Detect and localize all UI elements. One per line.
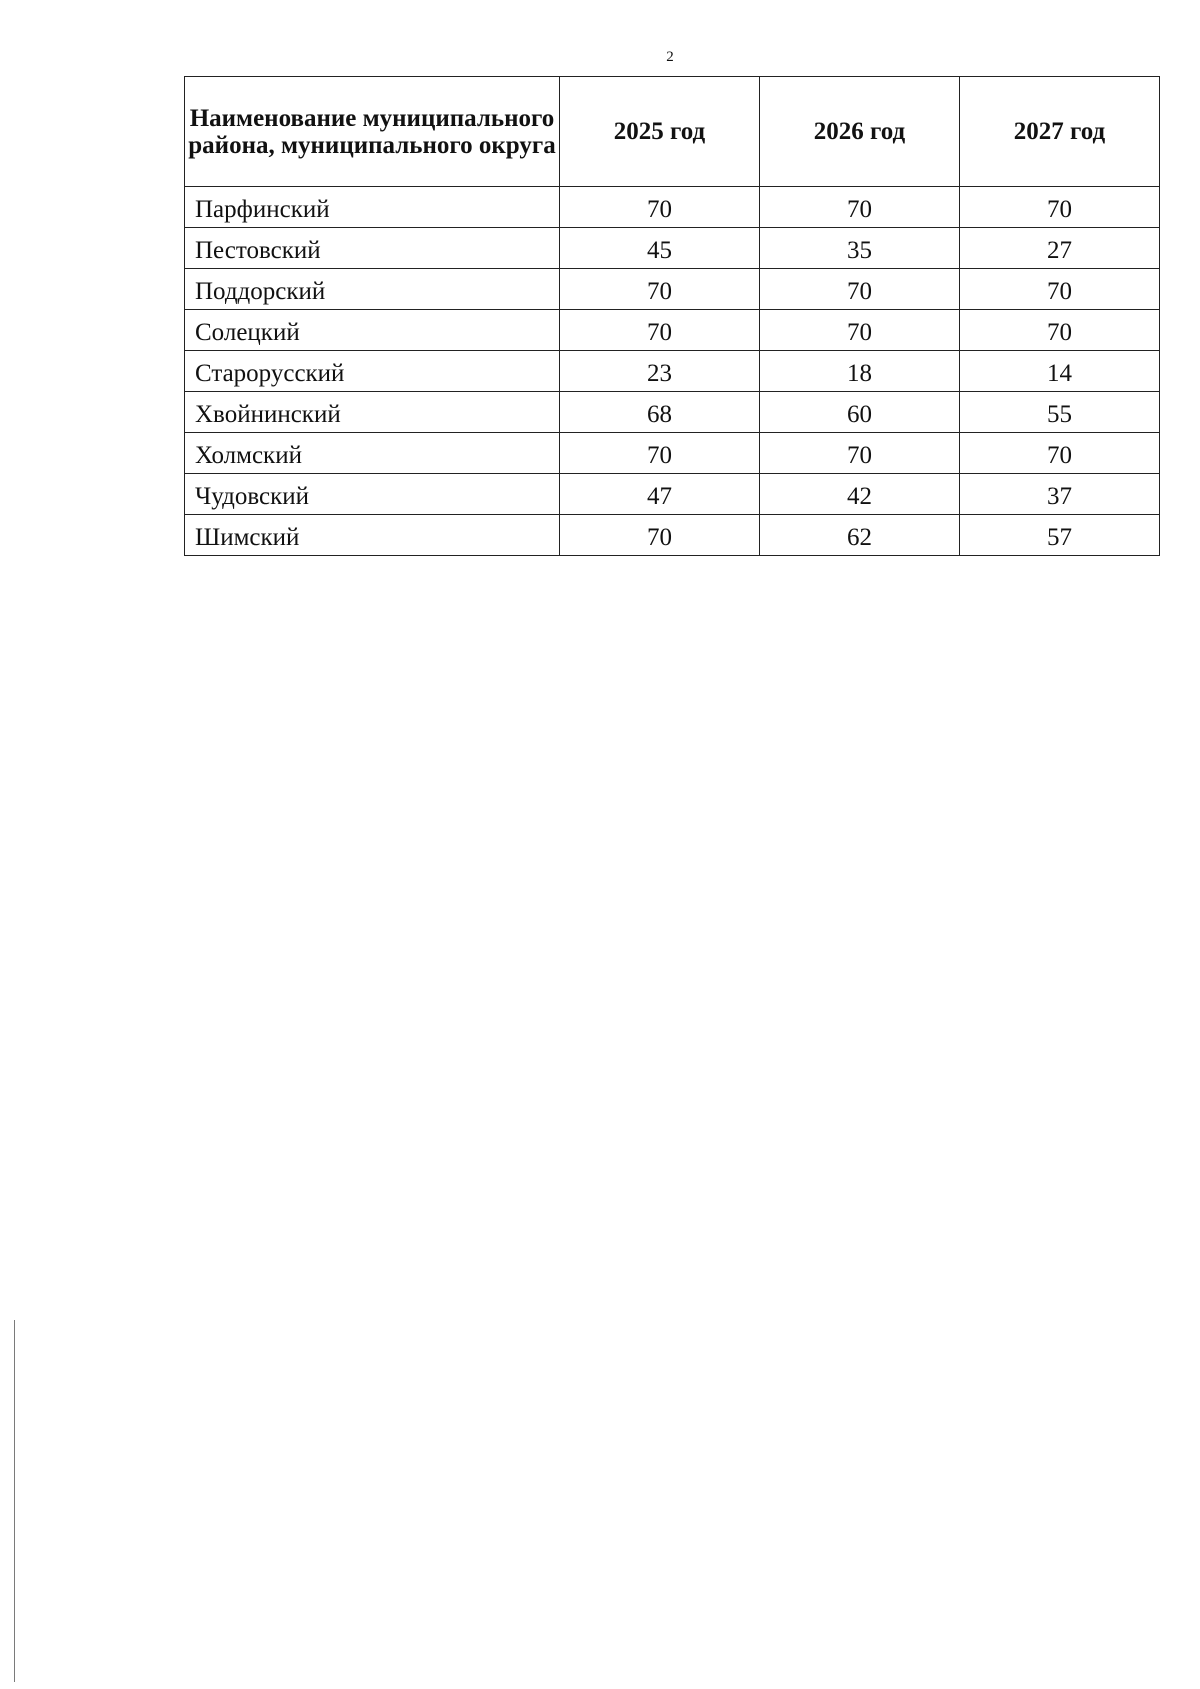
table-row — [185, 228, 1160, 269]
value-2025: 70 — [560, 433, 760, 474]
value-2027: 37 — [960, 474, 1160, 515]
value-2025: 47 — [560, 474, 760, 515]
value-2026: 18 — [760, 351, 960, 392]
value-2026: 60 — [760, 392, 960, 433]
table-row — [185, 433, 1160, 474]
municipality-name: Поддорский — [185, 269, 560, 310]
value-2027: 70 — [960, 310, 1160, 351]
value-2025: 70 — [560, 310, 760, 351]
value-2027: 55 — [960, 392, 1160, 433]
page-number: 2 — [666, 49, 674, 65]
value-2025: 45 — [560, 228, 760, 269]
table-row — [185, 351, 1160, 392]
value-2026: 70 — [760, 187, 960, 228]
header-2025: 2025 год — [560, 77, 760, 187]
municipality-name: Парфинский — [185, 187, 560, 228]
header-municipality: Наименование муниципального района, муниципального округа — [185, 77, 560, 187]
data-table — [184, 76, 1160, 556]
municipality-name: Пестовский — [185, 228, 560, 269]
value-2027: 70 — [960, 269, 1160, 310]
municipality-name: Солецкий — [185, 310, 560, 351]
table-row — [185, 269, 1160, 310]
value-2026: 42 — [760, 474, 960, 515]
municipality-name: Холмский — [185, 433, 560, 474]
municipality-name: Шимский — [185, 515, 560, 556]
value-2027: 57 — [960, 515, 1160, 556]
value-2027: 70 — [960, 187, 1160, 228]
header-2027: 2027 год — [960, 77, 1160, 187]
value-2026: 62 — [760, 515, 960, 556]
table-row — [185, 187, 1160, 228]
table-row — [185, 474, 1160, 515]
value-2026: 35 — [760, 228, 960, 269]
value-2025: 68 — [560, 392, 760, 433]
header-2026: 2026 год — [760, 77, 960, 187]
table-row — [185, 392, 1160, 433]
table-row — [185, 310, 1160, 351]
value-2027: 70 — [960, 433, 1160, 474]
table-header-row — [185, 77, 1160, 187]
municipality-name: Старорусский — [185, 351, 560, 392]
value-2025: 70 — [560, 515, 760, 556]
municipality-name: Чудовский — [185, 474, 560, 515]
municipality-name: Хвойнинский — [185, 392, 560, 433]
table-row — [185, 515, 1160, 556]
value-2027: 27 — [960, 228, 1160, 269]
value-2025: 23 — [560, 351, 760, 392]
scan-edge-line — [14, 1320, 15, 1682]
value-2027: 14 — [960, 351, 1160, 392]
value-2026: 70 — [760, 433, 960, 474]
value-2025: 70 — [560, 269, 760, 310]
value-2025: 70 — [560, 187, 760, 228]
value-2026: 70 — [760, 269, 960, 310]
value-2026: 70 — [760, 310, 960, 351]
